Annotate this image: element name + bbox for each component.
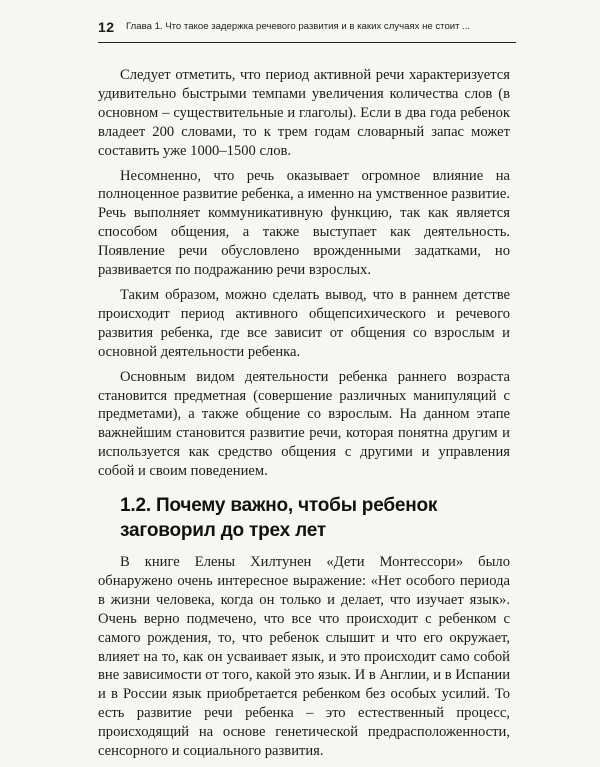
running-title: Глава 1. Что такое задержка речевого развития и в каких случаях не стоит ...: [126, 21, 471, 32]
page-number: 12: [98, 19, 115, 35]
page-body: [98, 66, 510, 767]
paragraph: В книге Елены Хилтунен «Дети Монтессори» было обнаружено очень интересное выражение: «Нет особого периода в жизни человека, когда он только и делает, что изучает язык». Очень верно подмечено, что все что происходит с ребенком с самого рождения, то, что ребенок слышит и что его окружает, влияет на то, как он усваивает язык, и это происходит само собой вне зависимости от того, какой это язык. И в Англии, и в Испании и в России язык приобретается ребенком без особых усилий. То есть развитие речи ребенка – это естественный процесс, происходящий на основе генетической предрасположенности, сенсорного и социального развития.: [98, 554, 510, 760]
paragraph: Несомненно, что речь оказывает огромное влияние на полноценное развитие ребенка, а именно на умственное развитие. Речь выполняет коммуникативную функцию, так как является способом общения, а также выступает как деятельность. Появление речи обусловлено врожденными задатками, но развивается по подражанию речи взрослых.: [98, 167, 510, 279]
section-heading: 1.2. Почему важно, чтобы ребенок заговорил до трех лет: [120, 495, 438, 542]
paragraph: Основным видом деятельности ребенка раннего возраста становится предметная (совершение различных манипуляций с предметами), а также общение со взрослым. На данном этапе важнейшим становится развитие речи, которая понятна другим и используется как средство общения с другими и управления собой и своим поведением.: [98, 368, 510, 480]
paragraph: Следует отметить, что период активной речи характеризуется удивительно быстрыми темпами увеличения количества слов (в основном – существительные и глаголы). Если в два года ребенок владеет 200 словами, то к трем годам словарный запас может составить уже 1000–1500 слов.: [98, 67, 510, 159]
page-header: [98, 18, 516, 43]
paragraph: Таким образом, можно сделать вывод, что в раннем детстве происходит период активного общепсихического и речевого развития ребенка, где все зависит от общения со взрослым и основной деятельности ребенка.: [98, 286, 510, 360]
